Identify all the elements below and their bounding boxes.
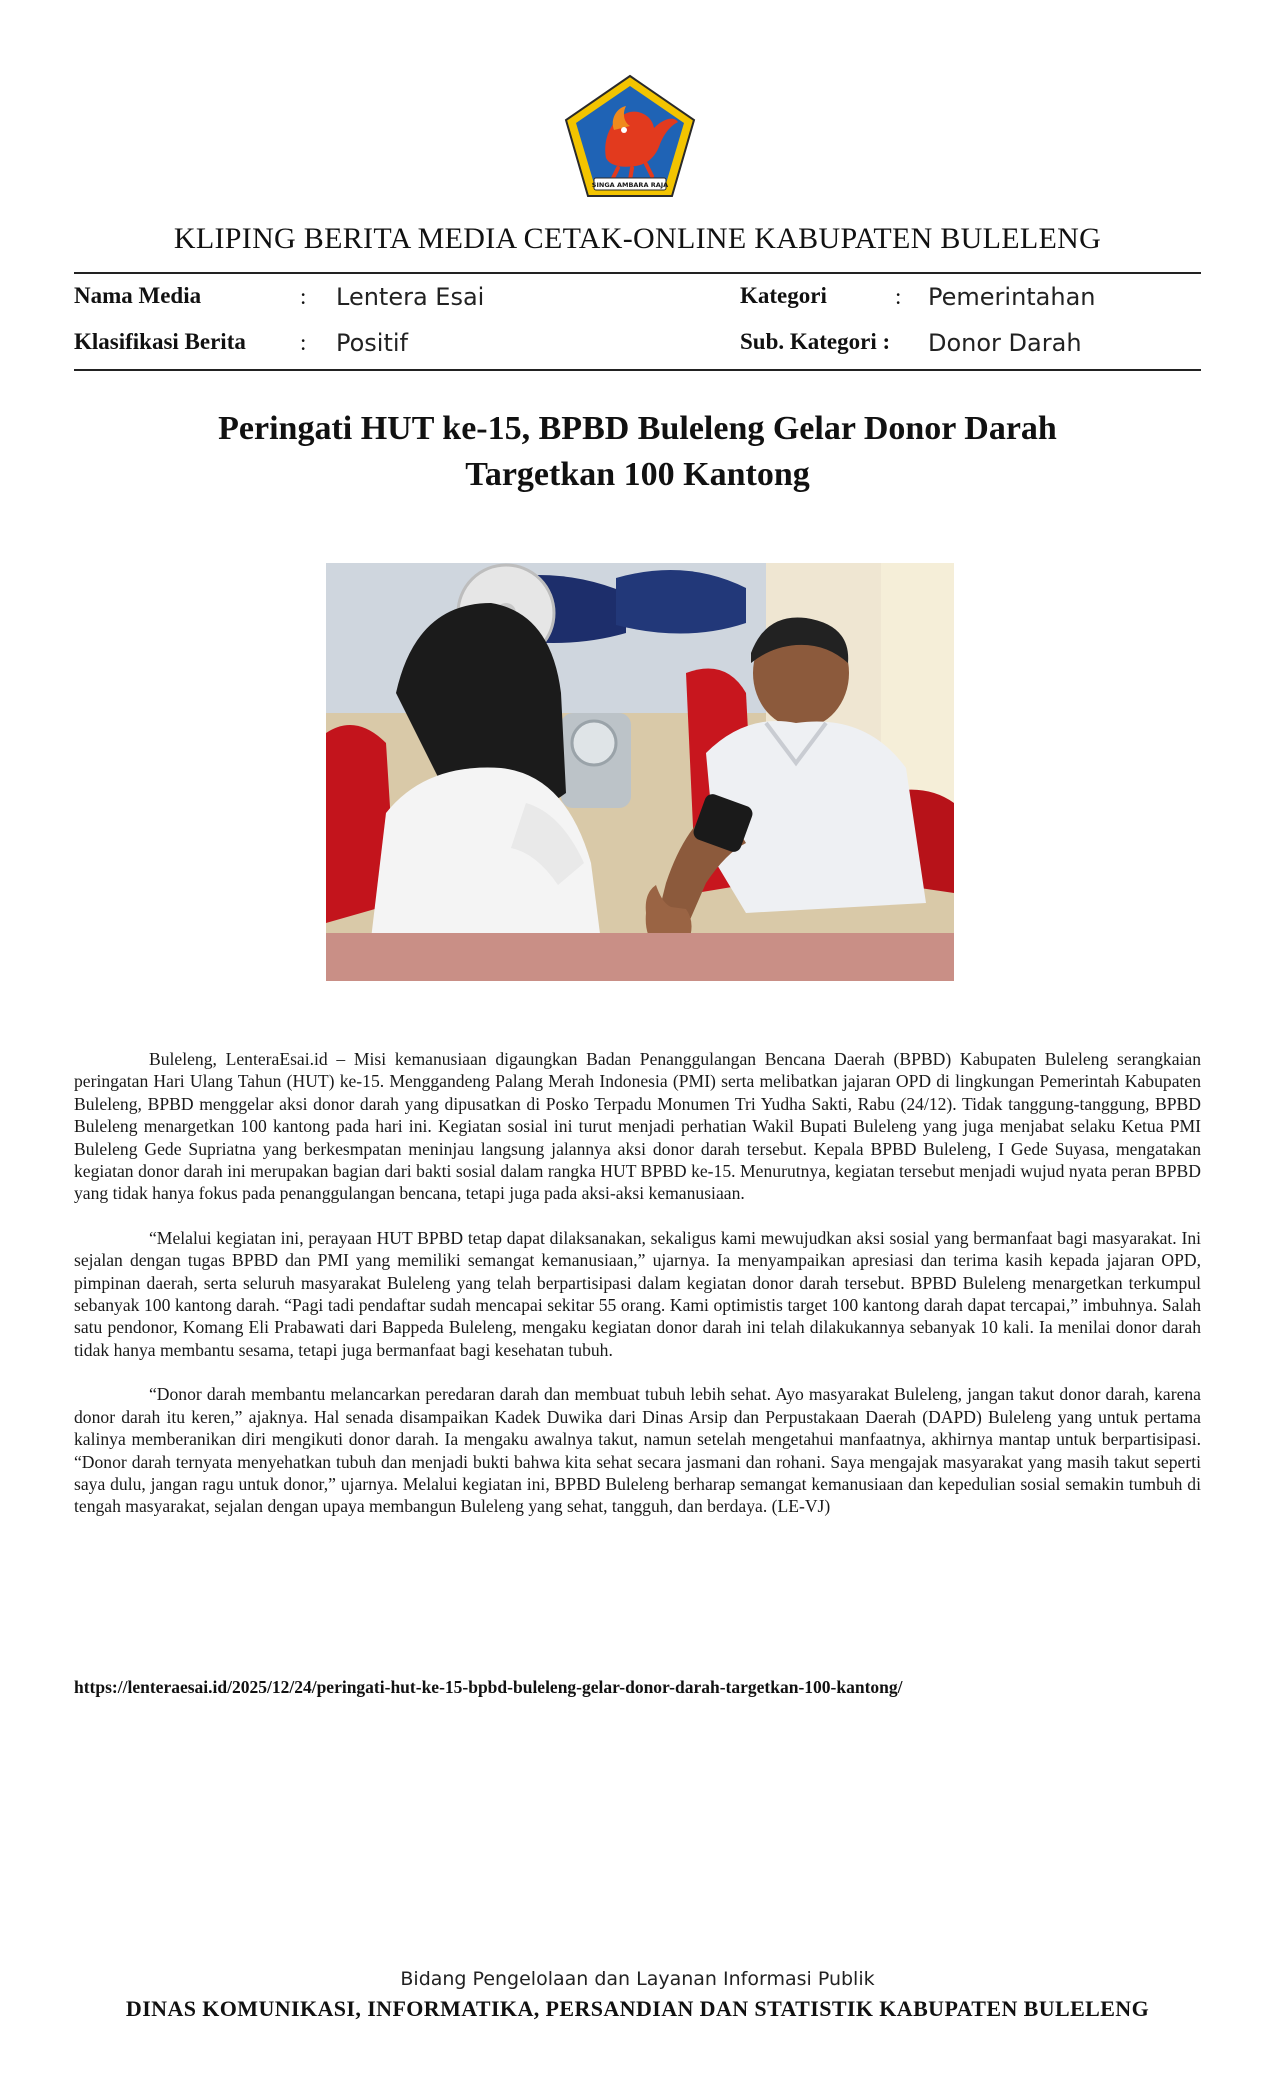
- media-name-colon: :: [300, 284, 307, 309]
- article-paragraph-3: “Donor darah membantu melancarkan peredaran darah dan membuat tubuh lebih sehat. Ayo masyarakat Buleleng, jangan takut donor darah, karena donor darah itu keren,” ajaknya. Hal senada disampaikan Kadek Duwika dari Dinas Arsip dan Perpustakaan Daerah (DAPD) Buleleng yang untuk pertama kalinya memberanikan diri mengikuti donor darah. Ia mengaku awalnya takut, namun setelah mengetahui manfaatnya, akhirnya mantap untuk berpartisipasi. “Donor darah ternyata menyehatkan tubuh dan menjadi bukti bahwa kita sehat secara jasmani dan rohani. Saya mengajak masyarakat yang masih takut seperti saya dulu, jangan ragu untuk donor,” ujarnya. Melalui kegiatan ini, BPBD Buleleng berharap semangat kemanusiaan dan kepedulian sosial semakin tumbuh di tengah masyarakat, sejalan dengan upaya membangun Buleleng yang sehat, tangguh, dan berdaya. (LE-VJ): [74, 1384, 1201, 1517]
- source-link[interactable]: https://lenteraesai.id/2025/12/24/peringati-hut-ke-15-bpbd-buleleng-gelar-donor-darah-targetkan-100-kantong/: [74, 1677, 903, 1697]
- news-classification-label: Klasifikasi Berita: [74, 329, 246, 354]
- article-title-line-2: Targetkan 100 Kantong: [465, 456, 810, 493]
- category-label: Kategori: [740, 283, 827, 308]
- buleleng-emblem-icon: [560, 72, 700, 202]
- article-title-line-1: Peringati HUT ke-15, BPBD Buleleng Gelar Donor Darah: [218, 410, 1057, 447]
- article-paragraph-1: Buleleng, LenteraEsai.id – Misi kemanusiaan digaungkan Badan Penanggulangan Bencana Daerah (BPBD) Kabupaten Buleleng serangkaian peringatan Hari Ulang Tahun (HUT) ke-15. Menggandeng Palang Merah Indonesia (PMI) serta melibatkan jajaran OPD di lingkungan Pemerintah Kabupaten Buleleng, BPBD menggelar aksi donor darah yang dipusatkan di Posko Terpadu Monumen Tri Yudha Sakti, Rabu (24/12). Tidak tanggung-tanggung, BPBD Buleleng menargetkan 100 kantong pada hari ini. Kegiatan sosial ini turut menjadi perhatian Wakil Bupati Buleleng yang juga menjabat selaku Ketua PMI Buleleng Gede Supriatna yang berkesmpatan meninjau langsung jalannya aksi donor darah tersebut. Kepala BPBD Buleleng, I Gede Suyasa, mengatakan kegiatan donor darah ini merupakan bagian dari bakti sosial dalam rangka HUT BPBD ke-15. Menurutnya, kegiatan tersebut menjadi wujud nyata peran BPBD yang tidak hanya fokus pada penanggulangan bencana, tetapi juga pada aksi-aksi kemanusiaan.: [74, 1049, 1201, 1204]
- clipping-header-title: KLIPING BERITA MEDIA CETAK-ONLINE KABUPATEN BULELENG: [173, 222, 1102, 255]
- article-body: [74, 1048, 1201, 1540]
- subcategory-value: Donor Darah: [928, 329, 1082, 357]
- news-classification-colon: :: [300, 330, 307, 355]
- news-classification-value: Positif: [336, 329, 408, 357]
- article-title: [130, 406, 1145, 498]
- media-name-value: Lentera Esai: [336, 283, 485, 311]
- footer-division: Bidang Pengelolaan dan Layanan Informasi Publik: [400, 1968, 875, 1990]
- blood-donation-photo: [326, 563, 954, 981]
- article-paragraph-2: “Melalui kegiatan ini, perayaan HUT BPBD tetap dapat dilaksanakan, sekaligus kami mewujudkan aksi sosial yang bermanfaat bagi masyarakat. Ini sejalan dengan tugas BPBD dan PMI yang memiliki semangat kemanusiaan,” ujarnya. Ia menyampaikan apresiasi dan terima kasih kepada jajaran OPD, pimpinan daerah, serta seluruh masyarakat Buleleng yang telah berpartisipasi dalam kegiatan donor darah tersebut. BPBD Buleleng menargetkan terkumpul sebanyak 100 kantong darah. “Pagi tadi pendaftar sudah mencapai sekitar 55 orang. Kami optimistis target 100 kantong darah dapat tercapai,” imbuhnya. Salah satu pendonor, Komang Eli Prabawati dari Bappeda Buleleng, mengaku kegiatan donor darah ini telah dilakukannya sebanyak 10 kali. Ia menilai donor darah tidak hanya membantu sesama, tetapi juga bermanfaat bagi kesehatan tubuh.: [74, 1227, 1201, 1360]
- category-colon: :: [895, 284, 902, 309]
- header-top-rule: [74, 272, 1201, 274]
- category-value: Pemerintahan: [928, 283, 1096, 311]
- footer-agency: DINAS KOMUNIKASI, INFORMATIKA, PERSANDIAN DAN STATISTIK KABUPATEN BULELENG: [125, 1996, 1150, 2021]
- header-bottom-rule: [74, 369, 1201, 371]
- media-name-label: Nama Media: [74, 283, 202, 308]
- emblem-motto: SINGA AMBARA RAJA: [591, 181, 669, 189]
- subcategory-label: Sub. Kategori :: [740, 329, 891, 354]
